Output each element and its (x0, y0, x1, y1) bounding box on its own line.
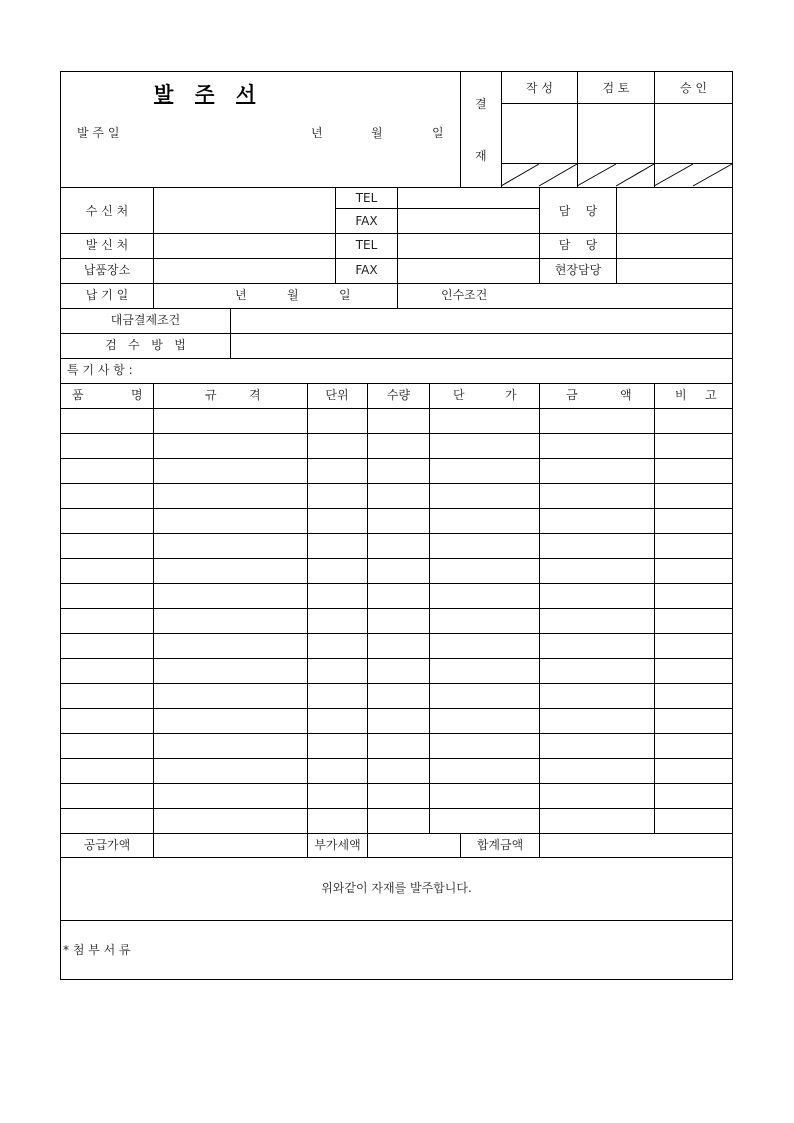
order-statement: 위와같이 자재를 발주합니다. (321, 881, 472, 895)
table-row (60, 658, 733, 659)
header-spec-a: 규 (205, 388, 217, 402)
header-spec-b: 격 (249, 388, 261, 402)
table-row (60, 833, 733, 834)
sender-manager-label: 담 당 (558, 238, 598, 252)
items-header-rule (60, 408, 733, 409)
vat-label: 부가세액 (314, 838, 361, 852)
approval-label-bottom: 재 (475, 149, 487, 163)
attachments-label: * 첨 부 서 류 (63, 943, 131, 957)
header-unit: 단위 (325, 388, 349, 402)
delivery-date-label: 납 기 일 (85, 288, 129, 302)
delivery-date-year: 년 (235, 288, 247, 302)
approval-col-draft: 작 성 (526, 81, 553, 95)
delivery-place-label: 납품장소 (83, 263, 131, 277)
table-row (60, 683, 733, 684)
order-date-label: 발 주 일 (77, 126, 120, 140)
header-note-a: 비 (675, 388, 687, 402)
title-char-3: 서 (236, 82, 256, 106)
approval-label-top: 결 (475, 97, 487, 111)
table-column-divider (429, 383, 430, 833)
table-row (60, 483, 733, 484)
table-row (60, 558, 733, 559)
recipient-manager-label: 담 당 (558, 204, 598, 218)
table-column-divider (654, 383, 655, 833)
table-row (60, 783, 733, 784)
table-column-divider (539, 383, 540, 833)
recipient-fax-label: FAX (355, 214, 378, 228)
table-row (60, 733, 733, 734)
title-char-1: 발 (154, 82, 174, 106)
table-row (60, 458, 733, 459)
inspection-method-label: 검 수 방 법 (105, 338, 186, 352)
table-row (60, 583, 733, 584)
acceptance-terms-label: 인수조건 (441, 288, 488, 302)
header-unit-price-a: 단 (453, 388, 465, 402)
header-amount-b: 액 (620, 388, 632, 402)
table-row (60, 608, 733, 609)
special-remarks-label: 특 기 사 항 : (67, 363, 133, 377)
table-row (60, 708, 733, 709)
table-row (60, 433, 733, 434)
table-row (60, 533, 733, 534)
table-row (60, 758, 733, 759)
order-date-year: 년 (311, 126, 323, 140)
table-column-divider (153, 383, 154, 833)
recipient-label: 수 신 처 (85, 204, 129, 218)
delivery-date-day: 일 (339, 288, 351, 302)
table-row (60, 633, 733, 634)
table-column-divider (307, 383, 308, 833)
order-date-month: 월 (371, 126, 383, 140)
sender-tel-label: TEL (355, 238, 378, 252)
payment-terms-label: 대금결제조건 (110, 313, 181, 327)
table-row (60, 508, 733, 509)
table-column-divider (367, 383, 368, 833)
header-item-name-b: 명 (131, 388, 143, 402)
header-item-name-a: 품 (72, 388, 84, 402)
title-char-2: 주 (195, 82, 215, 106)
delivery-date-month: 월 (287, 288, 299, 302)
header-quantity: 수량 (386, 388, 411, 402)
order-date-day: 일 (432, 126, 444, 140)
site-manager-label: 현장담당 (554, 263, 602, 277)
header-amount-a: 금 (566, 388, 578, 402)
header-unit-price-b: 가 (505, 388, 517, 402)
approval-col-review: 검 토 (602, 81, 630, 95)
header-note-b: 고 (705, 388, 717, 402)
approval-col-approve: 승 인 (680, 81, 707, 95)
supply-value-label: 공급가액 (83, 838, 131, 852)
sender-label: 발 신 처 (85, 238, 129, 252)
recipient-tel-label: TEL (355, 191, 378, 205)
total-amount-label: 합계금액 (476, 838, 524, 852)
table-row (60, 808, 733, 809)
delivery-place-fax-label: FAX (355, 263, 378, 277)
